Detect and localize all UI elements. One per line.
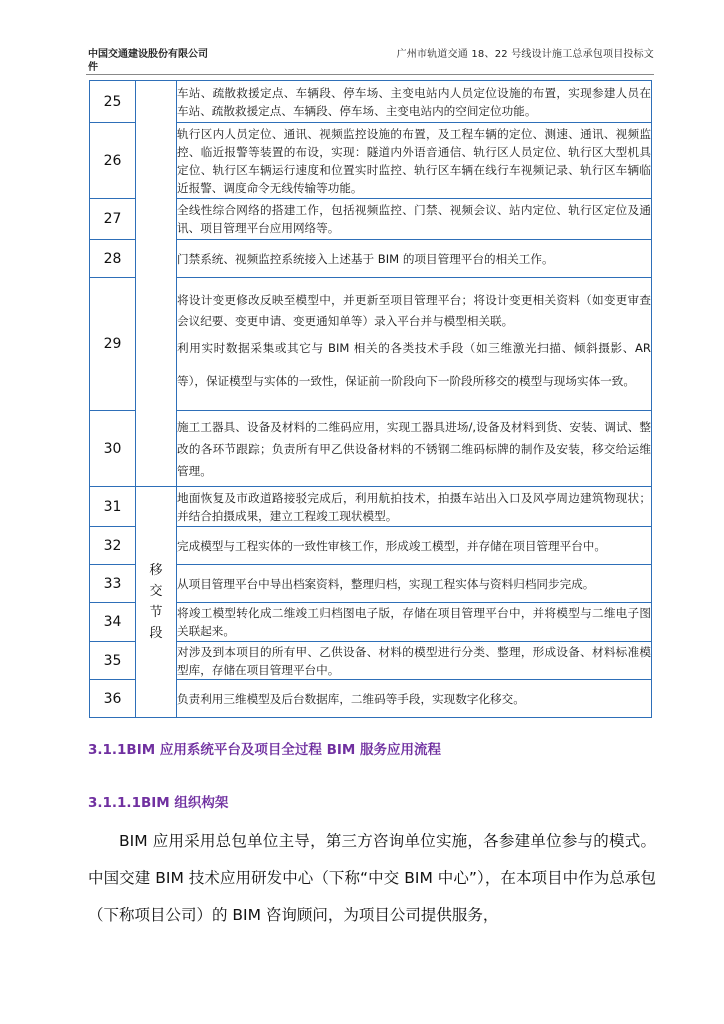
phase-char: 节	[149, 605, 163, 620]
header-divider	[86, 74, 654, 75]
desc-paragraph: 地面恢复及市政道路接驳完成后，利用航拍技术，拍摄车站出入口及风亭周边建筑物现状；并结合拍摄成果，建立工程竣工现状模型。	[177, 490, 651, 523]
row-description	[177, 123, 652, 199]
table-row	[90, 81, 652, 123]
row-number: 27	[90, 199, 136, 240]
desc-paragraph: 全线性综合网络的搭建工作，包括视频监控、门禁、视频会议、站内定位、轨行区定位及通讯、项目管理平台应用网络等。	[177, 203, 651, 235]
desc-paragraph: 完成模型与工程实体的一致性审核工作，形成竣工模型，并存储在项目管理平台中。	[177, 538, 606, 553]
row-description	[177, 278, 652, 411]
row-number: 32	[90, 527, 136, 565]
row-number: 36	[90, 680, 136, 718]
row-description	[177, 527, 652, 565]
desc-paragraph: 从项目管理平台中导出档案资料，整理归档，实现工程实体与资料归档同步完成。	[177, 576, 595, 591]
row-description	[177, 603, 652, 642]
desc-paragraph: 车站、疏散救援定点、车辆段、停车场、主变电站内人员定位设施的布置，实现参建人员在车站、疏散救援定点、车辆段、停车场、主变电站内的空间定位功能。	[177, 85, 651, 118]
phase-char: 移	[149, 563, 163, 578]
row-number: 35	[90, 642, 136, 680]
row-number: 33	[90, 565, 136, 603]
subsection-heading: 3.1.1.1BIM 组织构架	[88, 795, 229, 811]
bim-task-table	[89, 80, 652, 718]
desc-paragraph: 门禁系统、视频监控系统接入上述基于 BIM 的项目管理平台的相关工作。	[177, 251, 554, 266]
phase-cell-construction	[136, 81, 177, 487]
row-number: 31	[90, 487, 136, 527]
header-company	[88, 48, 238, 74]
row-description	[177, 81, 652, 123]
row-number: 29	[90, 278, 136, 411]
phase-char: 段	[149, 626, 163, 641]
row-description	[177, 642, 652, 680]
section-heading: 3.1.1BIM 应用系统平台及项目全过程 BIM 服务应用流程	[88, 742, 442, 758]
table-row	[90, 487, 652, 527]
desc-paragraph: 负责利用三维模型及后台数据库，二维码等手段，实现数字化移交。	[177, 691, 525, 706]
row-number: 34	[90, 603, 136, 642]
row-number: 30	[90, 411, 136, 487]
row-description	[177, 680, 652, 718]
row-description	[177, 487, 652, 527]
body-paragraph: BIM 应用采用总包单位主导，第三方咨询单位实施，各参建单位参与的模式。中国交建 BIM 技术应用研发中心（下称“中交 BIM 中心”），在本项目中作为总承包（下称项目公司）的 BIM 咨询顾问，为项目公司提供服务，	[88, 832, 656, 924]
desc-paragraph: 利用实时数据采集或其它与 BIM 相关的各类技术手段（如三维激光扫描、倾斜摄影、AR 等），保证模型与实体的一致性，保证前一阶段向下一阶段所移交的模型与现场实体一致。	[177, 341, 651, 388]
desc-paragraph: 将设计变更修改反映至模型中，并更新至项目管理平台；将设计变更相关资料（如变更审查会议纪要、变更申请、变更通知单等）录入平台并与模型相关联。	[177, 293, 651, 328]
desc-paragraph: 对涉及到本项目的所有甲、乙供设备、材料的模型进行分类、整理，形成设备、材料标准模型库，存储在项目管理平台中。	[177, 644, 651, 677]
phase-char: 交	[149, 584, 163, 599]
desc-paragraph: 将竣工模型转化成二维竣工归档图电子版，存储在项目管理平台中，并将模型与二维电子图关联起来。	[177, 606, 651, 638]
row-number: 28	[90, 240, 136, 278]
row-number: 26	[90, 123, 136, 199]
row-description	[177, 199, 652, 240]
header-company-name: 中国交通建设股份有限公司	[88, 49, 208, 60]
row-number: 25	[90, 81, 136, 123]
row-description	[177, 411, 652, 487]
desc-paragraph: 施工工器具、设备及材料的二维码应用，实现工器具进场/,设备及材料到货、安装、调试、整改的各环节跟踪；负责所有甲乙供设备材料的不锈钢二维码标牌的制作及安装，移交给运维管理。	[177, 419, 651, 478]
phase-cell-handover	[136, 487, 177, 718]
row-description	[177, 240, 652, 278]
header-project-title: 广州市轨道交通 18、22 号线设计施工总承包项目投标文	[396, 49, 654, 60]
row-description	[177, 565, 652, 603]
desc-paragraph: 轨行区内人员定位、通讯、视频监控设施的布置，及工程车辆的定位、测速、通讯、视频监控、临近报警等装置的布设，实现：隧道内外语音通信、轨行区人员定位、轨行区大型机具定位、轨行区车辆运行速度和位置实时监控、轨行区车辆在线行车视频记录、轨行区车辆临近报警、调度命令无线传输等功能。	[177, 126, 651, 195]
header-company-suffix: 件	[88, 62, 98, 73]
